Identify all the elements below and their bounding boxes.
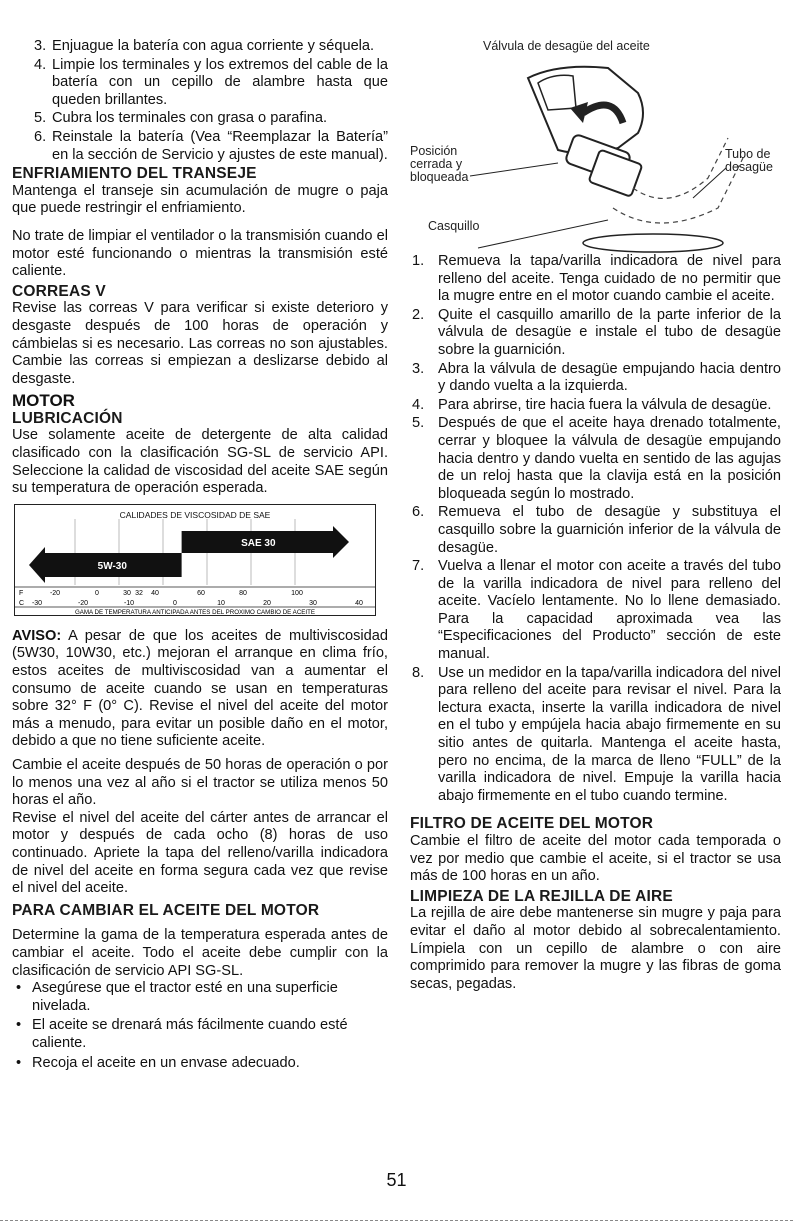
arrow-sae30 (333, 526, 349, 558)
list-item (410, 397, 781, 415)
section-heading-cambiar: PARA CAMBIAR EL ACEITE DEL MOTOR (12, 901, 320, 919)
step-number: 5. (34, 110, 47, 127)
step-number: 1. (412, 253, 425, 269)
section-heading-correas: CORREAS V (12, 282, 106, 300)
section-heading-lubricacion: LUBRICACIÓN (12, 409, 123, 427)
step-text: Quite el casquillo amarillo de la parte inferior de la válvula de desagüe e instale el tubo de desagüe sobre la guarnición. (438, 306, 781, 358)
c-tick-label: 10 (217, 599, 225, 607)
f-tick-label: 30 (123, 589, 131, 597)
arrow-5w30 (29, 547, 45, 583)
step-text: Vuelva a llenar el motor con aceite a través del tubo de la varilla indicadora de nivel para relleno del aceite. Vacíelo lentamente. No lo llene demasiado. Para la capacidad aproximada vea las “Especificaciones del Producto” sección de este manual. (438, 558, 781, 663)
bottom-divider (0, 1220, 793, 1221)
list-item (12, 38, 388, 56)
bar-label: 5W-30 (97, 560, 127, 572)
c-tick-label: -10 (123, 599, 135, 607)
step-text: Cubra los terminales con grasa o parafina. (52, 110, 327, 127)
list-item (410, 361, 781, 396)
paragraph: Revise las correas V para verificar si existe deterioro y desgaste después de 100 horas de operación y cámbielas si es necesario. Las correas no son ajustables. Cambie las correas si empiezan a deslizarse debido al desgaste. (12, 300, 388, 387)
paragraph: Determine la gama de la temperatura esperada antes de cambiar el aceite. Todo el aceite debe cumplir con la clasificación de servicio API SG-SL. (12, 927, 388, 979)
step-number: 4. (34, 56, 47, 73)
c-tick-label: 40 (355, 599, 363, 607)
c-tick-label: -20 (77, 599, 89, 607)
step-text: Reinstale la batería (Vea “Reemplazar la Batería” en la sección de Servicio y ajustes de este manual). (52, 128, 388, 163)
label-casquillo: Casquillo (428, 219, 480, 233)
bar-label: SAE 30 (241, 537, 276, 549)
list-item: • El aceite se drenará más fácilmente cuando esté caliente. (12, 1017, 388, 1052)
step-number: 2. (412, 306, 425, 323)
paragraph-aviso (12, 628, 388, 751)
figure-caption: Válvula de desagüe del aceite (483, 39, 650, 53)
c-tick-label: 0 (173, 599, 177, 607)
paragraph: La rejilla de aire debe mantenerse sin mugre y paja para evitar el daño al motor debido al sobrecalentamiento. Límpiela con un cepillo de alambre o con aire comprimido para remover la mugre y las fibras de goma secas, pegadas. (410, 905, 781, 992)
step-number: 6. (412, 504, 425, 521)
paragraph: No trate de limpiar el ventilador o la transmisión cuando el motor esté funcionando o mientras la transmisión esté caliente. (12, 227, 388, 280)
f-tick-label: 40 (151, 589, 159, 597)
label-posicion: Posición cerrada y bloqueada (410, 144, 469, 184)
list-item (410, 665, 781, 806)
step-text: Enjuague la batería con agua corriente y séquela. (52, 38, 375, 54)
label-tubo: Tubo de desagüe (725, 147, 773, 174)
f-tick-label: 32 (135, 589, 143, 597)
step-text: Use un medidor en la tapa/varilla indicadora del nivel para relleno del aceite para revisar el nivel. Para la lectura exacta, inserte la varilla indicadora de nivel en el tubo y empújela hacia abajo firmemente en su sitio antes de quitarla. Mantenga el aceite hasta, pero no encima, de la marca de lleno “FULL” de la varilla indicadora de nivel. Empuje la varilla hacia abajo firmemente en el tubo cuando termine. (438, 664, 781, 804)
list-item (410, 504, 781, 557)
bullet-list (12, 980, 388, 1072)
step-text: Limpie los terminales y los extremos del cable de la batería con un cepillo de alambre hasta que queden brillantes. (52, 56, 388, 108)
f-axis-label: F (19, 589, 24, 597)
f-tick-label: 100 (291, 589, 303, 597)
step-number: 3. (34, 38, 47, 54)
list-item (410, 558, 781, 664)
list-item (12, 110, 388, 128)
step-text: Remueva el tubo de desagüe y substituya el casquillo sobre la guarnición inferior de la válvula de desagüe. (438, 504, 781, 556)
paragraph: Cambie el aceite después de 50 horas de operación o por lo menos una vez al año si el tractor se utiliza menos 50 horas el año. (12, 757, 388, 809)
f-tick-label: 80 (239, 589, 247, 597)
right-column (410, 253, 781, 999)
section-heading-motor: MOTOR (12, 391, 75, 411)
paragraph: Mantenga el transeje sin acumulación de mugre o paja que puede restringir el enfriamiento. (12, 182, 388, 217)
drain-valve-figure (408, 38, 784, 253)
left-column (12, 38, 388, 1074)
f-tick-label: 60 (197, 589, 205, 597)
section-heading-filtro: FILTRO DE ACEITE DEL MOTOR (410, 815, 654, 833)
paragraph: Revise el nivel del aceite del cárter antes de arrancar el motor y después de cada ocho (8) horas de uso continuado. Apriete la tapa del relleno/varilla indicadora de nivel del aceite en forma segura cada vez que revise el nivel del aceite. (12, 809, 388, 897)
list-item (410, 253, 781, 306)
step-number: 4. (412, 396, 425, 413)
c-axis-label: C (19, 599, 25, 607)
list-item (12, 129, 388, 164)
aviso-label: AVISO: (12, 627, 62, 644)
list-item (410, 415, 781, 503)
step-text: Remueva la tapa/varilla indicadora de nivel para relleno del aceite. Tenga cuidado de no permitir que la mugre entre en el motor cuando cambie el aceite. (438, 253, 781, 305)
list-item (12, 57, 388, 110)
step-number: 7. (412, 558, 425, 575)
paragraph: Use solamente aceite de detergente de alta calidad clasificado con la clasificación SG-SL de servicio API. Seleccione la calidad de viscosidad del aceite SAE según su temperatura de operación esperada. (12, 427, 388, 497)
list-item: • Recoja el aceite en un envase adecuado. (12, 1055, 388, 1073)
list-item: • Asegúrese que el tractor esté en una superficie nivelada. (12, 980, 388, 1015)
page-number: 51 (386, 1170, 407, 1190)
step-number: 5. (412, 415, 425, 432)
paragraph: Cambie el filtro de aceite del motor cada temporada o vez por medio que cambie el aceite, si el tractor se usa más de 100 horas en un año. (410, 833, 781, 885)
c-tick-label: -30 (31, 599, 43, 607)
battery-steps (12, 38, 388, 164)
list-item (410, 307, 781, 360)
c-tick-label: 30 (309, 599, 317, 607)
viscosity-chart (14, 504, 376, 616)
step-text: Para abrirse, tire hacia fuera la válvula de desagüe. (438, 396, 772, 413)
step-number: 8. (412, 664, 425, 681)
f-tick-label: 0 (95, 589, 99, 597)
step-text: Después de que el aceite haya drenado totalmente, cerrar y bloquee la válvula de desagüe empujando hacia dentro y dando vuelta en sentido de las agujas de un reloj hasta que la clavija está en la posición bloqueada según lo mostrado. (438, 415, 781, 502)
f-tick-label: -20 (49, 589, 61, 597)
aviso-text: A pesar de que los aceites de multiviscosidad (5W30, 10W30, etc.) mejoran el arranque en clima frío, estos aceites de multiviscosidad van a aumentar el consumo de aceite cuando se usan en temperaturas sobre 32° F (0° C). Revise el nivel del aceite del motor más a menudo, para evitar un posible daño en el motor, debido a que no tiene suficiente aceite. (12, 627, 388, 750)
step-number: 3. (412, 360, 425, 377)
chart-title: CALIDADES DE VISCOSIDAD DE SAE (119, 509, 271, 520)
oil-change-steps (410, 253, 781, 805)
viscosity-chart-svg (15, 505, 375, 615)
step-number: 6. (34, 128, 47, 145)
step-text: Abra la válvula de desagüe empujando hacia dentro y dando vuelta a la izquierda. (438, 360, 781, 395)
section-heading-rejilla: LIMPIEZA DE LA REJILLA DE AIRE (410, 887, 673, 905)
chart-footer: GAMA DE TEMPERATURA ANTICIPADA ANTES DEL PROXIMO CAMBIO DE ACEITE (74, 608, 316, 615)
section-heading-enfriamiento: ENFRIAMIENTO DEL TRANSEJE (12, 165, 257, 183)
c-tick-label: 20 (263, 599, 271, 607)
